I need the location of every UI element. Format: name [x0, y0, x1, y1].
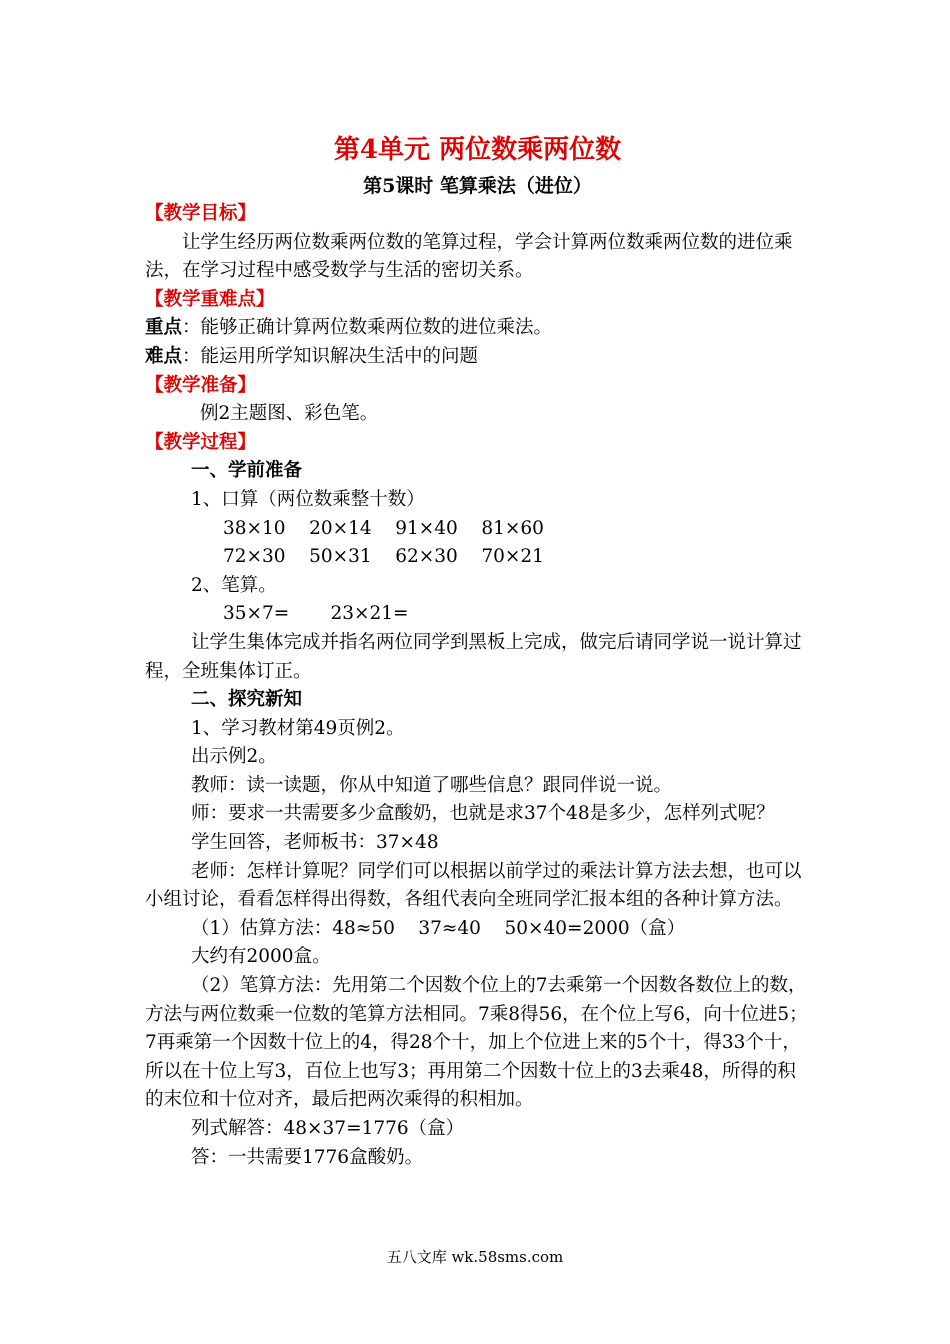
- paragraph-3: 老师：怎样计算呢？同学们可以根据以前学过的乘法计算方法去想，也可以小组讨论，看看怎样得出得数，各组代表向全班同学汇报本组的各种计算方法。: [145, 860, 802, 911]
- written-exercises: 35×7= 23×21=: [223, 603, 409, 625]
- goal-heading: 【教学目标】: [145, 203, 257, 224]
- line-4: 学生回答，老师板书：37×48: [191, 832, 439, 854]
- paragraph-4: （2）笔算方法：先用第二个因数个位上的7去乘第一个因数各数位上的数，方法与两位数乘一位数的笔算方法相同。7乘8得56，在个位上写6，向十位进5；7再乘第一个因数十位上的4，得28个十，加上个位进上来的5个十，得33个十，所以在十位上写3，百位上也写3；再用第二个因数十位上的3去乘48，所得的积的末位和十位对齐，最后把两次乘得的积相加。: [145, 975, 808, 1111]
- goal-text: 让学生经历两位数乘两位数的笔算过程，学会计算两位数乘两位数的进位乘法，在学习过程中感受数学与生活的密切关系。: [145, 231, 793, 282]
- key-point: [145, 314, 810, 343]
- difficult-point: [145, 343, 810, 372]
- oral-row-1: 38×10 20×14 91×40 81×60: [223, 517, 544, 539]
- lesson-subtitle: 第5课时 笔算乘法（进位）: [363, 175, 592, 197]
- line-8: 答：一共需要1776盒酸奶。: [191, 1146, 424, 1168]
- prep-text: 例2主题图、彩色笔。: [200, 403, 379, 425]
- key-text: ：能够正确计算两位数乘两位数的进位乘法。: [182, 317, 553, 339]
- oral-item: 1、口算（两位数乘整十数）: [191, 488, 425, 510]
- unit-title: 第4单元 两位数乘两位数: [333, 135, 622, 165]
- part1-heading: 一、学前准备: [191, 460, 303, 482]
- process-heading: 【教学过程】: [145, 431, 257, 453]
- document-body: [145, 200, 810, 1172]
- line-1: 1、学习教材第49页例2。: [191, 717, 405, 739]
- footer-watermark: 五八文库 wk.58sms.com: [386, 1248, 564, 1266]
- line-7: 列式解答：48×37=1776（盒）: [191, 1118, 465, 1139]
- prep-heading: 【教学准备】: [145, 374, 257, 396]
- written-item: 2、笔算。: [191, 574, 277, 596]
- paragraph-2: 师：要求一共需要多少盒酸奶，也就是求37个48是多少，怎样列式呢？: [191, 803, 775, 825]
- line-5: （1）估算方法：48≈50 37≈40 50×40=2000（盒）: [191, 917, 686, 939]
- line-2: 出示例2。: [191, 746, 277, 768]
- diff-text: ：能运用所学知识解决生活中的问题: [182, 345, 479, 367]
- oral-row-2: 72×30 50×31 62×30 70×21: [223, 546, 544, 568]
- diff-label: 难点: [145, 345, 183, 367]
- key-heading: 【教学重难点】: [145, 288, 275, 310]
- paragraph-1: 让学生集体完成并指名两位同学到黑板上完成，做完后请同学说一说计算过程，全班集体订正。: [145, 631, 802, 682]
- line-3: 教师：读一读题，你从中知道了哪些信息？跟同伴说一说。: [191, 774, 673, 796]
- key-label: 重点: [145, 317, 183, 339]
- line-6: 大约有2000盒。: [191, 946, 331, 968]
- part2-heading: 二、探究新知: [191, 689, 303, 711]
